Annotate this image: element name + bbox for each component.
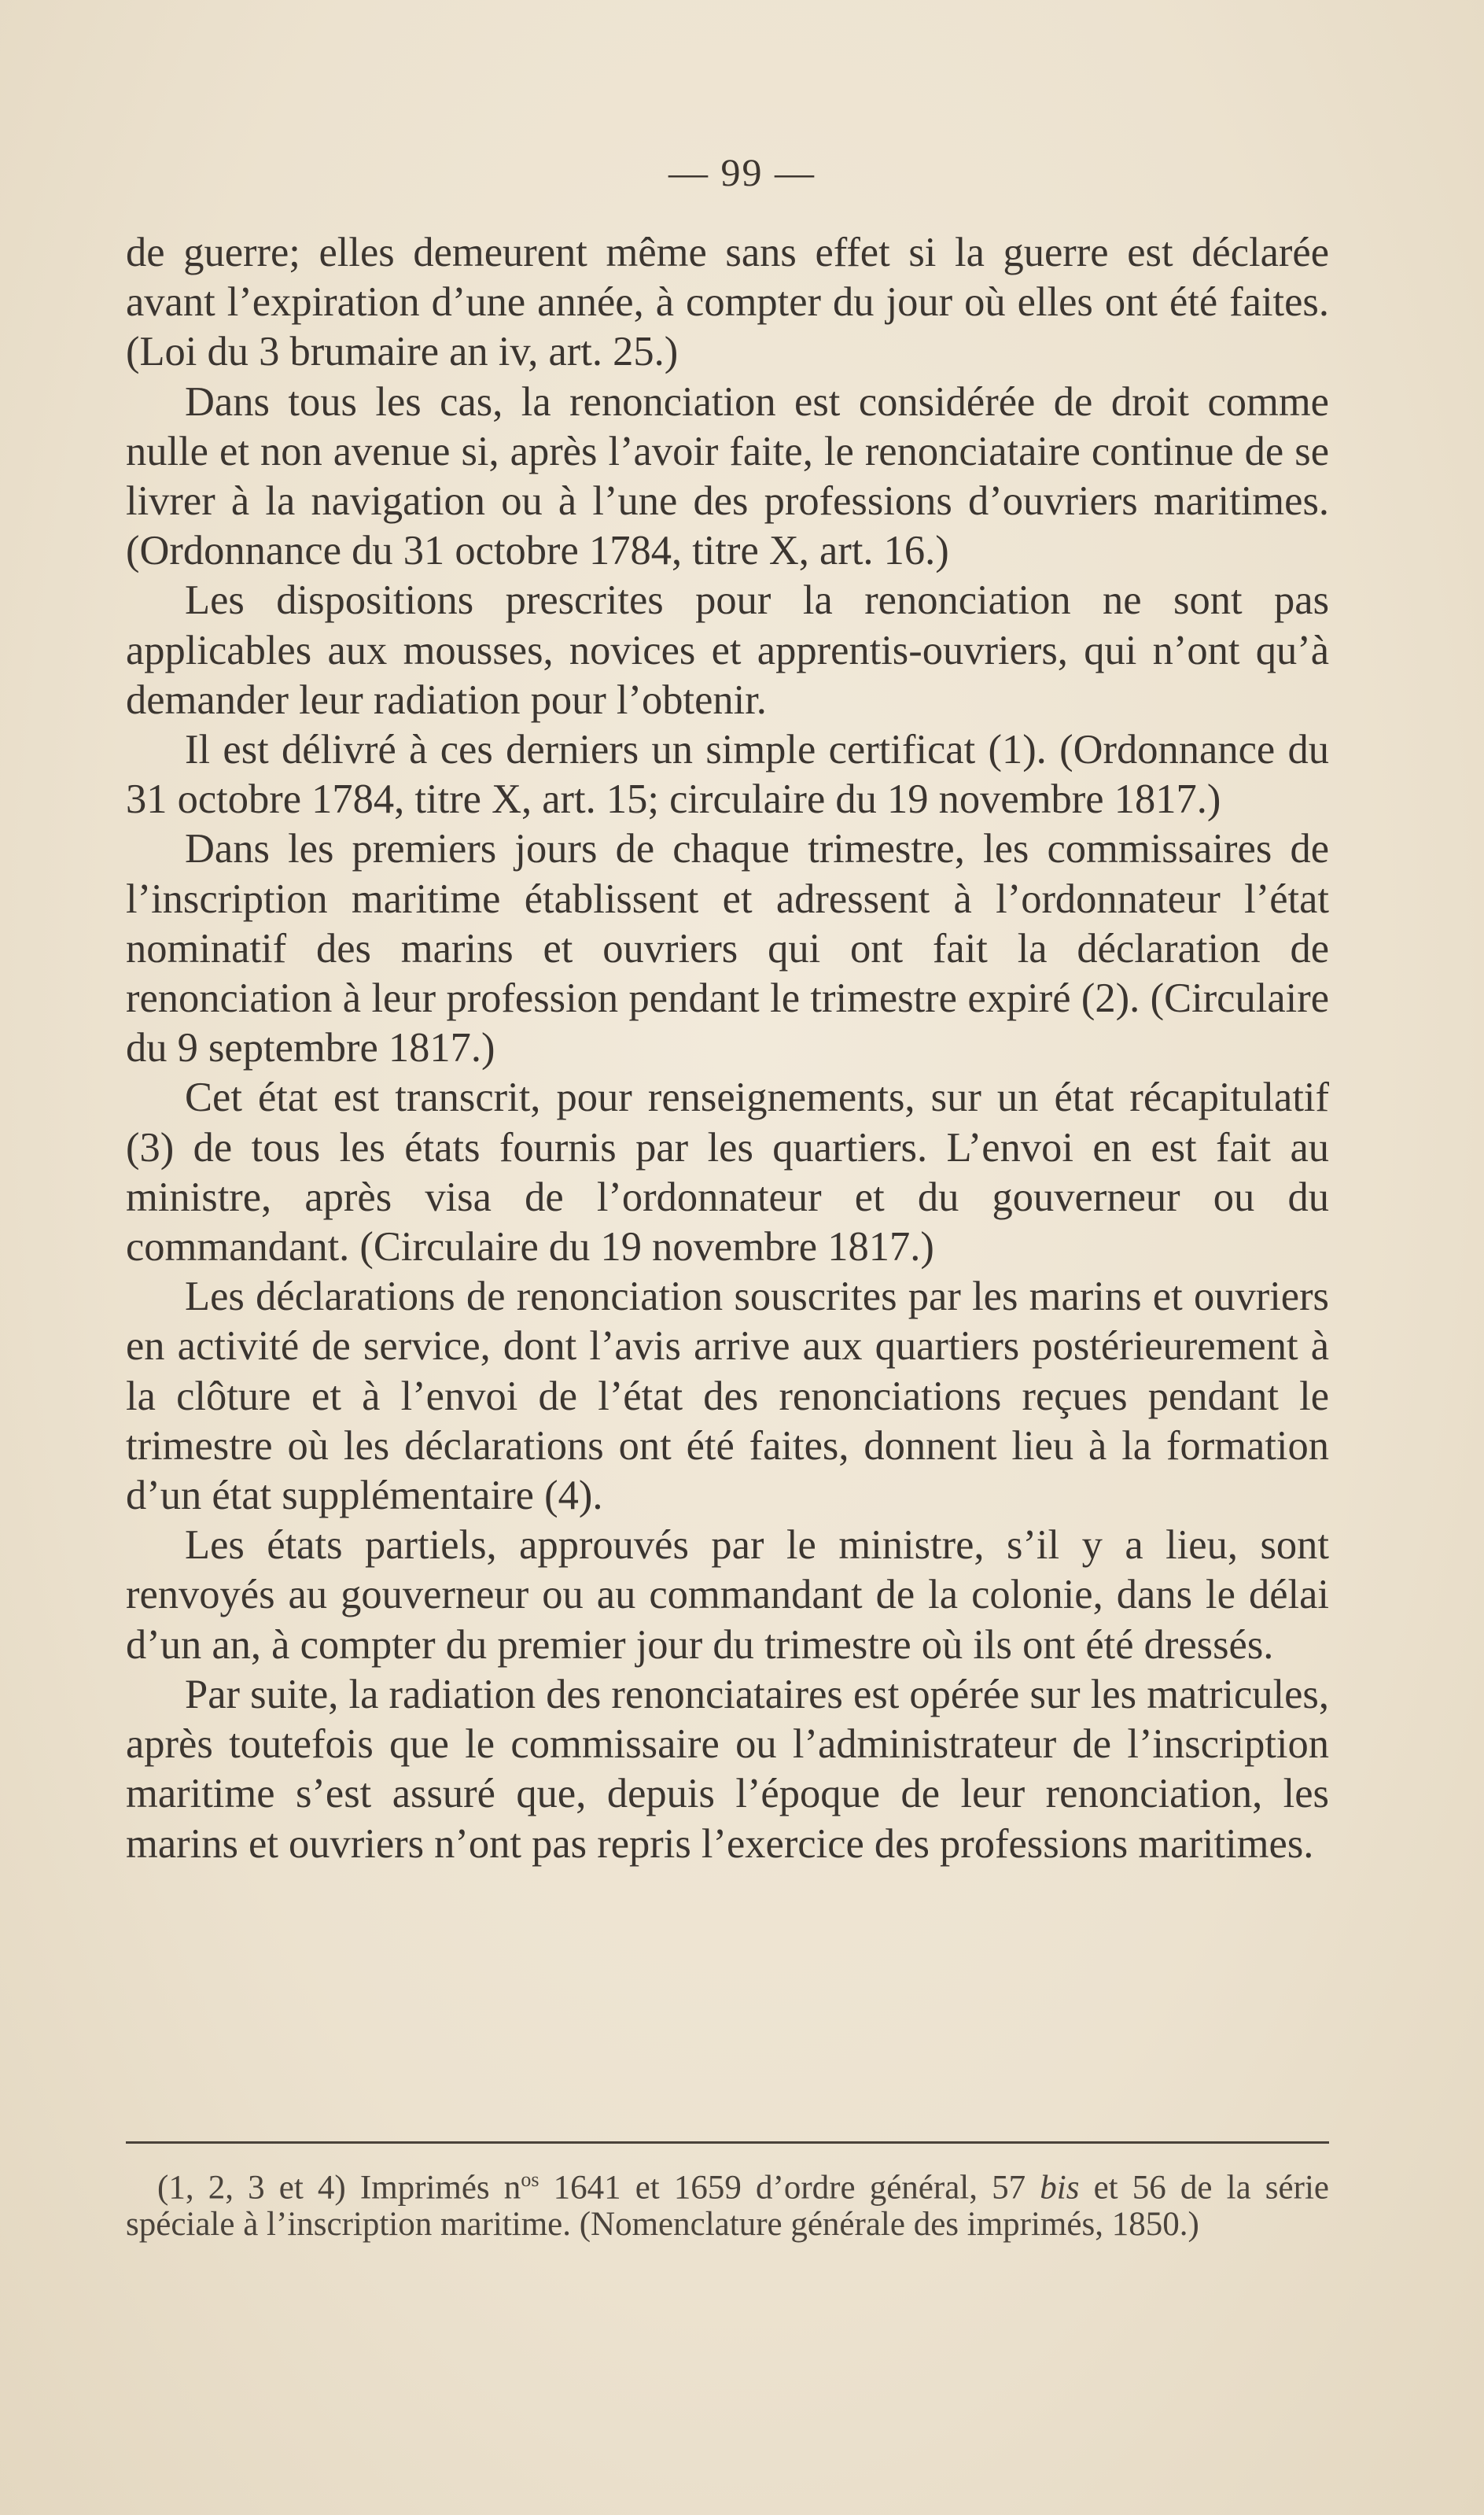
paragraph-9: Par suite, la radiation des renonciataires est opérée sur les matricules, après toutefois que le commissaire ou l’administrateur de l’inscription maritime s’est assuré que, depuis l’époque de leur renonciation, les marins et ouvriers n’ont pas repris l’exercice des professions maritimes. (126, 1671, 1329, 1867)
footnote-1-4 (126, 2162, 1329, 2243)
footnote-middle: 1641 et 1659 d’ordre général, 57 (539, 2169, 1040, 2207)
footnote-superscript: os (521, 2168, 539, 2191)
paragraph-4: Il est délivré à ces derniers un simple certificat (1). (Ordonnance du 31 octobre 1784, titre X, art. 15; circulaire du 19 novembre 1817.) (126, 727, 1329, 823)
paragraph-6: Cet état est transcrit, pour renseignements, sur un état récapitulatif (3) de tous les états fournis par les quartiers. L’envoi en est fait au ministre, après visa de l’ordonnateur et du gouverneur ou du commandant. (Circulaire du 19 novembre 1817.) (126, 1075, 1329, 1270)
footnote-divider (126, 2141, 1329, 2144)
footnote-lead: (1, 2, 3 et 4) Imprimés n (157, 2169, 521, 2207)
footnote-italic: bis (1040, 2169, 1080, 2207)
paragraph-5: Dans les premiers jours de chaque trimestre, les commissaires de l’inscription maritime établissent et adressent à l’ordonnateur l’état nominatif des marins et ouvriers qui ont fait la déclaration de renonciation à leur profession pendant le trimestre expiré (2). (Circulaire du 9 septembre 1817.) (126, 826, 1329, 1071)
paragraph-1: de guerre; elles demeurent même sans effet si la guerre est déclarée avant l’expiration d’une année, à compter du jour où elles ont été faites. (Loi du 3 brumaire an iv, art. 25.) (126, 230, 1329, 375)
page-number: — 99 — (668, 150, 816, 194)
footnotes (126, 2162, 1329, 2243)
paragraph-7: Les déclarations de renonciation souscrites par les marins et ouvriers en activité de service, dont l’avis arrive aux quartiers postérieurement à la clôture et à l’envoi de l’état des renonciations reçues pendant le trimestre où les déclarations ont été faites, donnent lieu à la formation d’un état supplémentaire (4). (126, 1274, 1329, 1519)
main-text (126, 228, 1329, 1869)
paragraph-2: Dans tous les cas, la renonciation est considérée de droit comme nulle et non avenue si, après l’avoir faite, le renonciataire continue de se livrer à la navigation ou à l’une des professions d’ouvriers maritimes. (Ordonnance du 31 octobre 1784, titre X, art. 16.) (126, 378, 1329, 574)
paragraph-8: Les états partiels, approuvés par le ministre, s’il y a lieu, sont renvoyés au gouverneur ou au commandant de la colonie, dans le délai d’un an, à compter du premier jour du trimestre où ils ont été dressés. (126, 1522, 1329, 1668)
footnote-tail: et 56 de la série spéciale à l’inscription maritime. (Nomenclature générale des imprimés, 1850.) (126, 2169, 1329, 2243)
paragraph-3: Les dispositions prescrites pour la renonciation ne sont pas applicables aux mousses, novices et apprentis-ouvriers, qui n’ont qu’à demander leur radiation pour l’obtenir. (126, 577, 1329, 723)
